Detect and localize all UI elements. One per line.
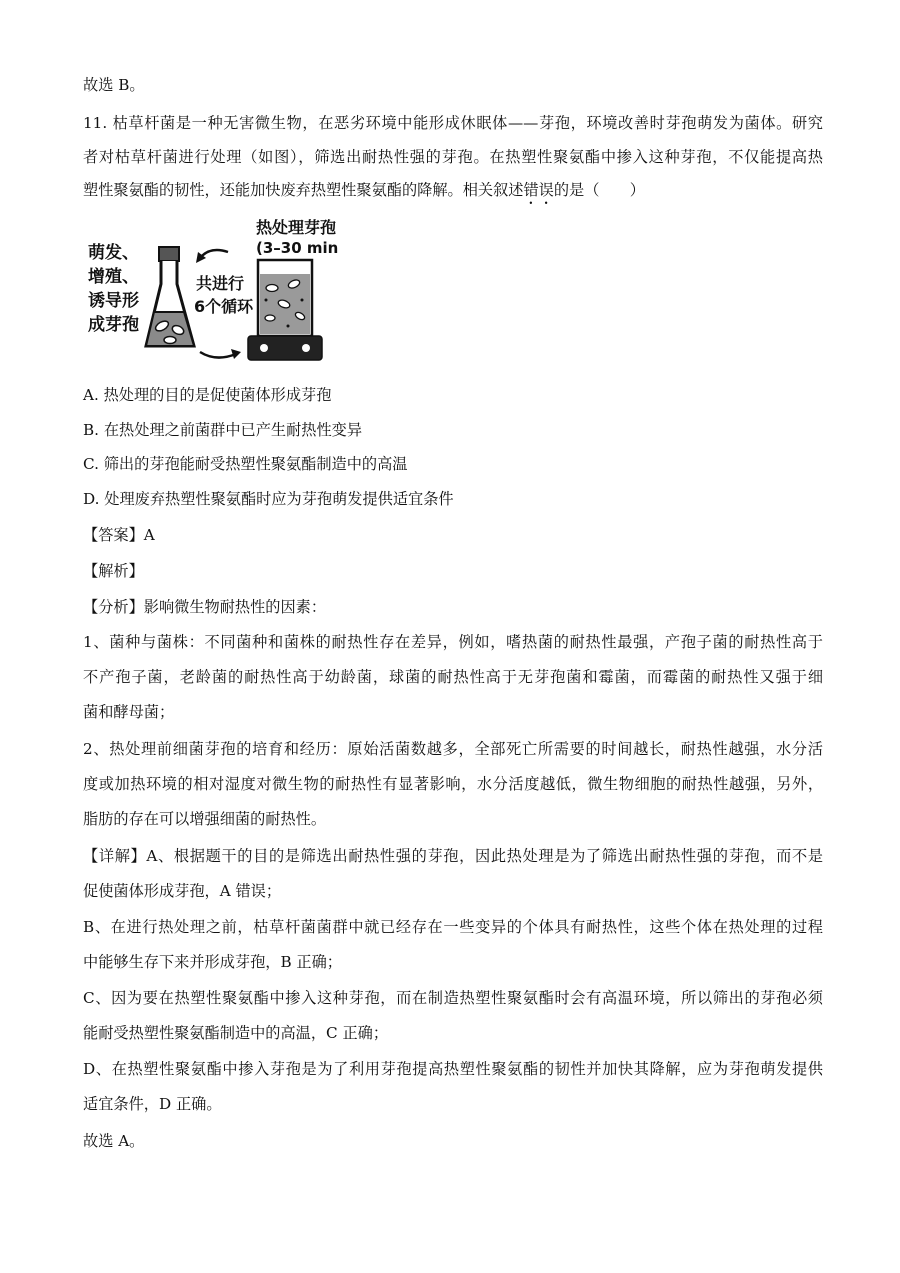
option-a: A. 热处理的目的是促使菌体形成芽孢 (83, 386, 332, 404)
analysis-point-1-line-2: 不产孢子菌，老龄菌的耐热性高于幼龄菌，球菌的耐热性高于无芽孢菌和霉菌，而霉菌的耐热性又强于细 (83, 668, 823, 686)
analysis-point-2-line-3: 脂肪的存在可以增强细菌的耐热性。 (83, 810, 326, 828)
analysis-intro: 【分析】影响微生物耐热性的因素： (83, 598, 326, 616)
detail-b-line-2: 中能够生存下来并形成芽孢，B 正确； (83, 953, 342, 971)
fig-top-label-1: 热处理芽孢 (256, 218, 337, 237)
analysis-point-1-line-1: 1、菌种与菌株：不同菌种和菌株的耐热性存在差异，例如，嗜热菌的耐热性最强，产孢子菌的耐热性高于 (83, 633, 823, 651)
option-d: D. 处理废弃热塑性聚氨酯时应为芽孢萌发提供适宜条件 (83, 490, 454, 508)
fig-top-label-2: (3–30 min) (256, 239, 338, 257)
detail-a-line-2: 促使菌体形成芽孢，A 错误； (83, 882, 282, 900)
fig-left-label-4: 成芽孢 (88, 315, 139, 335)
emphasized-word: 错误 (523, 181, 554, 199)
experiment-figure (88, 216, 338, 366)
detail-c-line-2: 能耐受热塑性聚氨酯制造中的高温，C 正确； (83, 1024, 389, 1042)
question-line-2: 者对枯草杆菌进行处理（如图），筛选出耐热性强的芽孢。在热塑性聚氨酯中掺入这种芽孢，不仅能提高热 (83, 148, 823, 166)
arrow-to-beaker-icon (200, 352, 236, 358)
analysis-point-2-line-2: 度或加热环境的相对湿度对微生物的耐热性有显著影响，水分活度越低，微生物细胞的耐热性越强，另外， (83, 775, 823, 793)
final-conclusion: 故选 A。 (83, 1132, 145, 1150)
flask-icon (146, 247, 194, 346)
detail-d-line-2: 适宜条件，D 正确。 (83, 1095, 222, 1113)
detail-a-line-1: 【详解】A、根据题干的目的是筛选出耐热性强的芽孢，因此热处理是为了筛选出耐热性强的芽孢，而不是 (83, 847, 823, 865)
analysis-point-1-line-3: 菌和酵母菌； (83, 703, 175, 721)
question-line-3 (83, 179, 823, 208)
fig-left-label-3: 诱导形 (88, 291, 139, 311)
detail-b-line-1: B、在进行热处理之前，枯草杆菌菌群中就已经存在一些变异的个体具有耐热性，这些个体在热处理的过程 (83, 918, 823, 936)
fig-left-label-2: 增殖、 (88, 267, 139, 287)
figure-svg (88, 216, 338, 366)
beaker-hotplate-icon (248, 260, 322, 360)
analysis-heading: 【解析】 (83, 562, 144, 580)
previous-conclusion: 故选 B。 (83, 76, 145, 94)
fig-left-label-1: 萌发、 (88, 243, 139, 263)
fig-middle-label-1: 共进行 (196, 274, 245, 293)
option-c: C. 筛出的芽孢能耐受热塑性聚氨酯制造中的高温 (83, 455, 408, 473)
question-line-1: 11. 枯草杆菌是一种无害微生物，在恶劣环境中能形成休眠体——芽孢，环境改善时芽孢萌发为菌体。研究 (83, 114, 823, 132)
option-b: B. 在热处理之前菌群中已产生耐热性变异 (83, 421, 363, 439)
answer: 【答案】A (83, 526, 155, 544)
question-text-end: 的是（ ） (553, 181, 645, 199)
detail-c-line-1: C、因为要在热塑性聚氨酯中掺入这种芽孢，而在制造热塑性聚氨酯时会有高温环境，所以筛出的芽孢必须 (83, 989, 823, 1007)
detail-d-line-1: D、在热塑性聚氨酯中掺入芽孢是为了利用芽孢提高热塑性聚氨酯的韧性并加快其降解，应为芽孢萌发提供 (83, 1060, 823, 1078)
arrowhead-icon (231, 349, 241, 359)
analysis-point-2-line-1: 2、热处理前细菌芽孢的培育和经历：原始活菌数越多，全部死亡所需要的时间越长，耐热性越强，水分活 (83, 740, 823, 758)
question-text: 塑性聚氨酯的韧性，还能加快废弃热塑性聚氨酯的降解。相关叙述 (83, 181, 524, 199)
fig-middle-label-2: 6个循环 (194, 297, 254, 316)
